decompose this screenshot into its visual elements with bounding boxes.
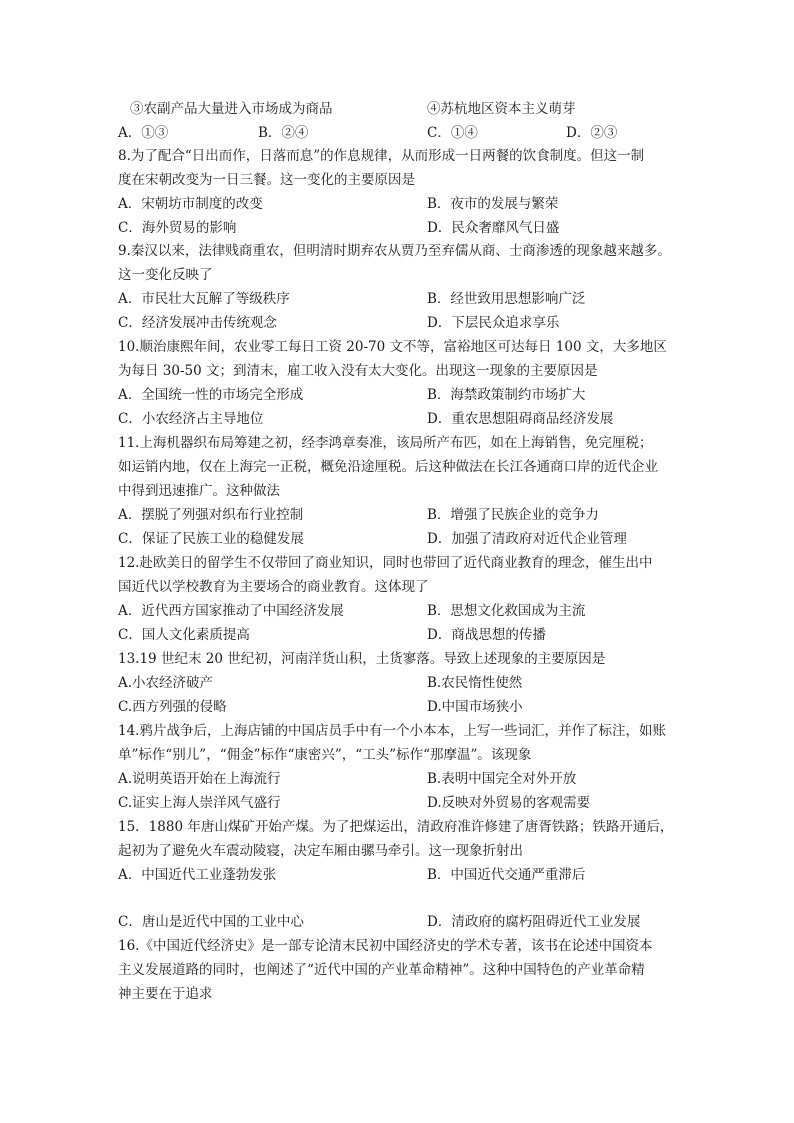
q8-stem-line-1: 8.为了配合“日出而作，日落而息”的作息规律，从而形成一日两餐的饮食制度。但这一制: [118, 148, 645, 164]
q7-item-4: ④苏杭地区资本主义萌芽: [427, 101, 576, 117]
q7-option-b: B．②④: [258, 125, 309, 141]
q14-option-c: C.证实上海人崇洋风气盛行: [118, 795, 281, 811]
q16-stem-line-3: 神主要在于追求: [118, 986, 213, 1002]
q10-stem-line-1: 10.顺治康熙年间，农业零工每日工资 20-70 文不等，富裕地区可达每日 100 文，大多地区: [118, 339, 667, 355]
q15-stem-line-2: 起初为了避免火车震动陵寝，决定车厢由骡马牵引。这一现象折射出: [118, 843, 523, 859]
q10-option-c: C．小农经济占主导地位: [118, 411, 264, 427]
q11-stem-line-1: 11.上海机器织布局筹建之初，经李鸿章奏准，该局所产布匹，如在上海销售，免完厘税；: [118, 435, 653, 451]
q13-option-c: C.西方列强的侵略: [118, 699, 227, 715]
q7-item-3: ③农副产品大量进入市场成为商品: [130, 101, 333, 117]
q7-option-d: D．②③: [566, 125, 618, 141]
q12-option-b: B．思想文化救国成为主流: [427, 603, 586, 619]
q14-option-d: D.反映对外贸易的客观需要: [427, 795, 591, 811]
q13-option-d: D.中国市场狭小: [427, 699, 523, 715]
q9-stem-line-2: 这一变化反映了: [118, 267, 213, 283]
q15-option-a: A．中国近代工业蓬勃发张: [118, 867, 277, 883]
q8-stem-line-2: 度在宋朝改变为一日三餐。这一变化的主要原因是: [118, 172, 415, 188]
q8-option-c: C．海外贸易的影响: [118, 220, 237, 236]
q9-option-c: C．经济发展冲击传统观念: [118, 315, 277, 331]
q15-option-c: C．唐山是近代中国的工业中心: [118, 914, 304, 930]
q12-stem-line-2: 国近代以学校教育为主要场合的商业教育。这体现了: [118, 579, 429, 595]
q9-option-b: B．经世致用思想影响广泛: [427, 291, 586, 307]
q11-option-d: D．加强了清政府对近代企业管理: [427, 531, 627, 547]
q11-option-a: A．摆脱了列强对织布行业控制: [118, 507, 304, 523]
q15-option-d: D．清政府的腐朽阻碍近代工业发展: [427, 914, 641, 930]
q10-option-b: B．海禁政策制约市场扩大: [427, 387, 586, 403]
q13-option-a: A.小农经济破产: [118, 675, 214, 691]
q14-stem-line-1: 14.鸦片战争后，上海店铺的中国店员手中有一个小本本，上写一些词汇，并作了标注，如账: [118, 723, 666, 739]
q15-option-b: B．中国近代交通严重滞后: [427, 867, 586, 883]
q14-option-a: A.说明英语开始在上海流行: [118, 771, 281, 787]
q11-option-b: B．增强了民族企业的竞争力: [427, 507, 599, 523]
q11-stem-line-3: 中得到迅速推广。这种做法: [118, 483, 280, 499]
q9-stem-line-1: 9.秦汉以来，法律贱商重农，但明清时期弃农从贾乃至弃儒从商、士商渗透的现象越来越多。: [118, 243, 671, 259]
q13-stem-line-1: 13.19 世纪末 20 世纪初，河南洋货山积，土货寥落。导致上述现象的主要原因是: [118, 651, 606, 667]
q15-stem-line-1: 15．1880 年唐山煤矿开始产煤。为了把煤运出，清政府准许修建了唐胥铁路；铁路开通后，: [118, 819, 674, 835]
q12-option-a: A．近代西方国家推动了中国经济发展: [118, 603, 344, 619]
q8-option-b: B．夜市的发展与繁荣: [427, 196, 559, 212]
q10-stem-line-2: 为每日 30-50 文；到清末，雇工收入没有太大变化。出现这一现象的主要原因是: [118, 363, 598, 379]
q14-option-b: B.表明中国完全对外开放: [427, 771, 577, 787]
q16-stem-line-2: 主义发展道路的同时，也阐述了“近代中国的产业革命精神”。这种中国特色的产业革命精: [118, 962, 645, 978]
q13-option-b: B.农民惰性使然: [427, 675, 523, 691]
q11-option-c: C．保证了民族工业的稳健发展: [118, 531, 304, 547]
q11-stem-line-2: 如运销内地，仅在上海完一正税，概免沿途厘税。后这种做法在长江各通商口岸的近代企业: [118, 459, 658, 475]
q9-option-d: D．下层民众追求享乐: [427, 315, 560, 331]
q8-option-d: D．民众奢靡风气日盛: [427, 220, 560, 236]
q9-option-a: A．市民壮大瓦解了等级秩序: [118, 291, 290, 307]
q12-option-d: D．商战思想的传播: [427, 627, 546, 643]
q16-stem-line-1: 16.《中国近代经济史》是一部专论清末民初中国经济史的学术专著，该书在论述中国资本: [118, 938, 653, 954]
q10-option-d: D．重农思想阻碍商品经济发展: [427, 411, 614, 427]
q12-option-c: C．国人文化素质提高: [118, 627, 250, 643]
q7-option-a: A．①③: [118, 125, 169, 141]
q10-option-a: A．全国统一性的市场完全形成: [118, 387, 304, 403]
q7-option-c: C．①④: [427, 125, 478, 141]
q12-stem-line-1: 12.赴欧美日的留学生不仅带回了商业知识，同时也带回了近代商业教育的理念，催生出中: [118, 555, 653, 571]
q8-option-a: A．宋朝坊市制度的改变: [118, 196, 263, 212]
q14-stem-line-2: 单”标作“别儿”，“佣金”标作“康密兴”，“工头”标作“那摩温”。该现象: [118, 747, 532, 763]
